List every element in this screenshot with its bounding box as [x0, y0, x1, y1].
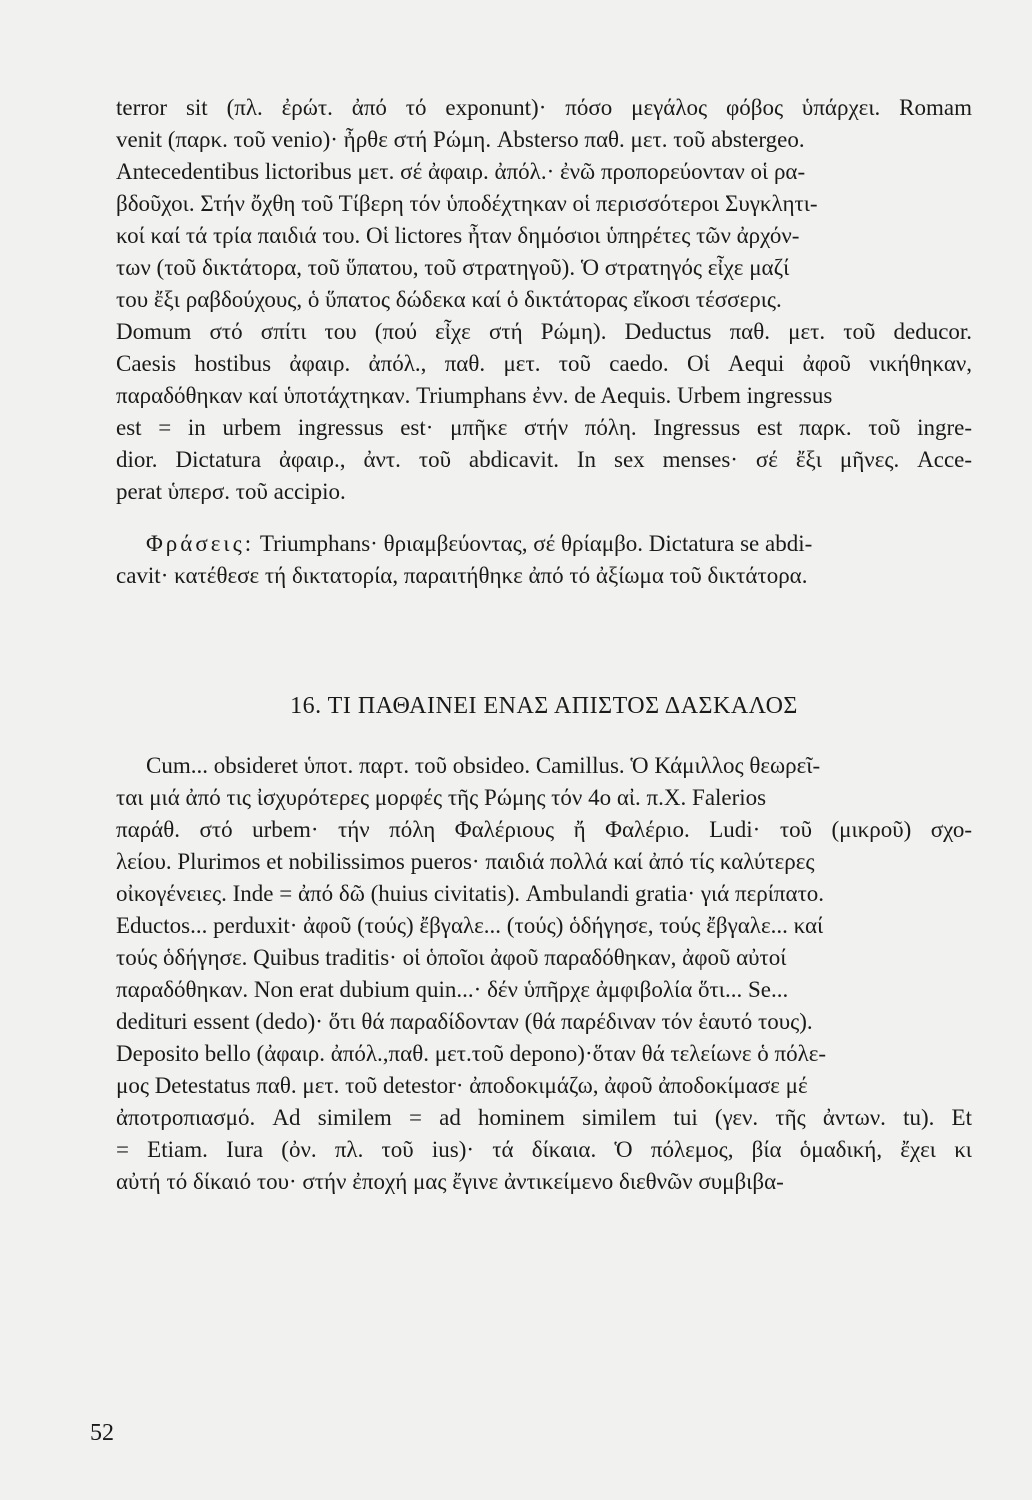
text-line: παραδόθηκαν. Non erat dubium quin...· δέν ὑπῆρχε ἀμφιβολία ὅτι... Se...: [116, 977, 789, 1002]
text-line: αὐτή τό δίκαιό του· στήν ἐποχή μας ἔγινε ἀντικείμενο διεθνῶν συμβιβα-: [116, 1169, 784, 1194]
text-line: Eductos... perduxit· ἀφοῦ (τούς) ἔβγαλε... (τούς) ὁδήγησε, τούς ἔβγαλε... καί: [116, 913, 824, 938]
phrases-label: Φράσεις:: [146, 531, 255, 556]
text-line: λείου. Plurimos et nobilissimos pueros· παιδιά πολλά καί ἀπό τίς καλύτερες: [116, 849, 815, 874]
text-line: dior. Dictatura ἀφαιρ., ἀντ. τοῦ abdicavit. In sex menses· σέ ἔξι μῆνες. Acce-: [116, 447, 973, 472]
text-line: cavit· κατέθεσε τή δικτατορία, παραιτήθηκε ἀπό τό ἀξίωμα τοῦ δικτάτορα.: [116, 563, 808, 588]
text-line: των (τοῦ δικτάτορα, τοῦ ὕπατου, τοῦ στρατηγοῦ). Ὁ στρατηγός εἶχε μαζί: [116, 255, 790, 280]
text-line: παράθ. στό urbem· τήν πόλη Φαλέριους ἤ Φαλέριο. Ludi· τοῦ (μικροῦ) σχο-: [116, 817, 973, 842]
commentary-paragraph-1: [116, 92, 972, 508]
commentary-paragraph-2: [116, 750, 972, 1198]
page-body: [116, 92, 972, 1198]
text-line: terror sit (πλ. ἐρώτ. ἀπό τό exponunt)· πόσο μεγάλος φόβος ὑπάρχει. Romam: [116, 95, 972, 120]
text-line: παραδόθηκαν καί ὑποτάχτηκαν. Triumphans ἐνν. de Aequis. Urbem ingressus: [116, 383, 833, 408]
text-line: του ἔξι ραβδούχους, ὁ ὕπατος δώδεκα καί ὁ δικτάτορας εἴκοσι τέσσερις.: [116, 287, 782, 312]
text-line: venit (παρκ. τοῦ venio)· ἦρθε στή Ρώμη. Absterso παθ. μετ. τοῦ abstergeo.: [116, 127, 805, 152]
section-heading: 16. ΤΙ ΠΑΘΑΙΝΕΙ ΕΝΑΣ ΑΠΙΣΤΟΣ ΔΑΣΚΑΛΟΣ: [290, 693, 798, 719]
text-line: perat ὑπερσ. τοῦ accipio.: [116, 479, 346, 504]
text-line: τούς ὁδήγησε. Quibus traditis· οἱ ὁποῖοι ἀφοῦ παραδόθηκαν, ἀφοῦ αὐτοί: [116, 945, 787, 970]
phrases-first-line: Triumphans· θριαμβεύοντας, σέ θρίαμβο. Dictatura se abdi-: [254, 531, 813, 556]
text-line: κοί καί τά τρία παιδιά του. Οἱ lictores ἦταν δημόσιοι ὑπηρέτες τῶν ἀρχόν-: [116, 223, 800, 248]
text-line: Caesis hostibus ἀφαιρ. ἀπόλ., παθ. μετ. τοῦ caedo. Οἱ Aequi ἀφοῦ νικήθηκαν,: [116, 351, 973, 376]
text-line: Domum στό σπίτι του (πού εἶχε στή Ρώμη). Deductus παθ. μετ. τοῦ deducor.: [116, 319, 973, 344]
text-line: [116, 528, 972, 560]
text-line: ἀποτροπιασμό. Ad similem = ad hominem similem tui (γεν. τῆς ἀντων. tu). Et: [116, 1105, 972, 1130]
text-line: μος Detestatus παθ. μετ. τοῦ detestor· ἀποδοκιμάζω, ἀφοῦ ἀποδοκίμασε μέ: [116, 1073, 808, 1098]
text-line: Cum... obsideret ὑποτ. παρτ. τοῦ obsideo. Camillus. Ὁ Κάμιλλος θεωρεῖ-: [146, 753, 821, 778]
text-line: = Etiam. Iura (ὀν. πλ. τοῦ ius)· τά δίκαια. Ὁ πόλεμος, βία ὁμαδική, ἔχει κι: [116, 1137, 972, 1162]
text-line: ται μιά ἀπό τις ἰσχυρότερες μορφές τῆς Ρώμης τόν 4ο αἰ. π.Χ. Falerios: [116, 785, 767, 810]
text-line: Antecedentibus lictoribus μετ. σέ ἀφαιρ. ἀπόλ.· ἐνῶ προπορεύονταν οἱ ρα-: [116, 159, 806, 184]
text-line: βδοῦχοι. Στήν ὄχθη τοῦ Τίβερη τόν ὑποδέχτηκαν οἱ περισσότεροι Συγκλητι-: [116, 191, 818, 216]
text-line: est = in urbem ingressus est· μπῆκε στήν πόλη. Ingressus est παρκ. τοῦ ingre-: [116, 415, 973, 440]
text-line: dedituri essent (dedo)· ὅτι θά παραδίδονταν (θά παρέδιναν τόν ἑαυτό τους).: [116, 1009, 813, 1034]
phrases-paragraph: [116, 528, 972, 592]
text-line: οἰκογένειες. Inde = ἀπό δῶ (huius civitatis). Ambulandi gratia· γιά περίπατο.: [116, 881, 825, 906]
text-line: Deposito bello (ἀφαιρ. ἀπόλ.,παθ. μετ.τοῦ depono)·ὅταν θά τελείωνε ὁ πόλε-: [116, 1041, 827, 1066]
page-number: 52: [90, 1420, 114, 1446]
